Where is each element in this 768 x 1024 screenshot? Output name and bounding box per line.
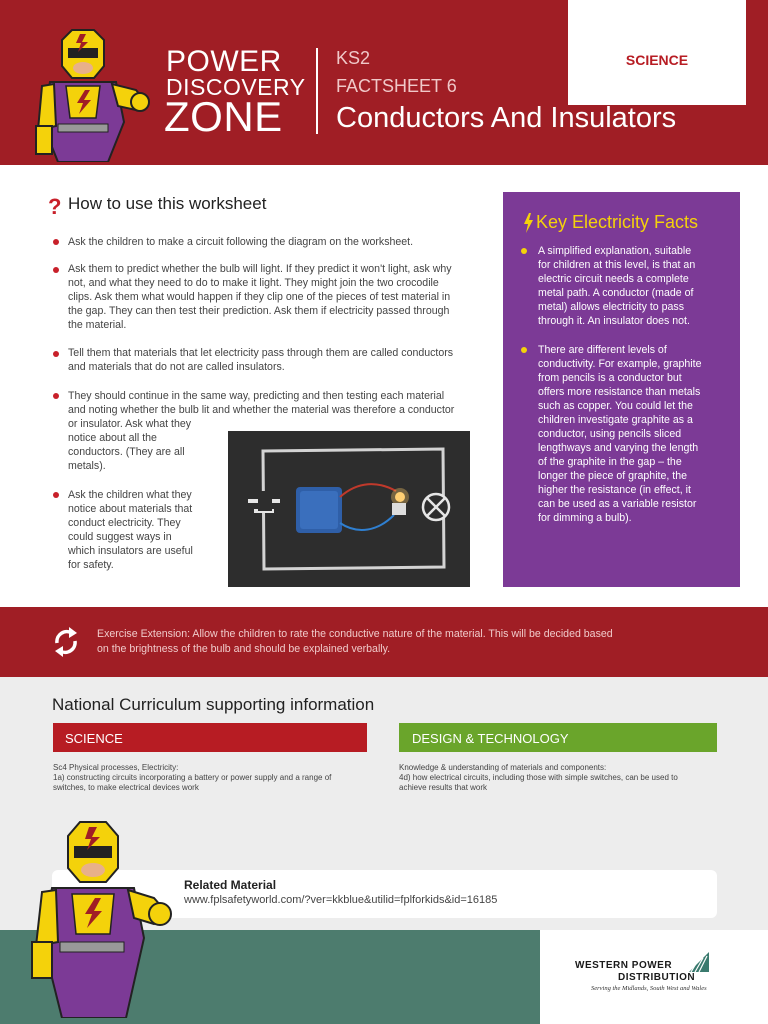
key-fact-line: conductivity. For example, graphite [538, 358, 702, 370]
howto-bullet [68, 488, 193, 572]
exercise-extension-text [97, 627, 657, 657]
bullet-dot [53, 393, 59, 399]
key-fact-line: such as copper. You could let the [538, 400, 693, 412]
bullet-line: Ask them to predict whether the bulb will light. If they predict it won't light, ask why [68, 263, 452, 275]
bullet-line: and materials that do not are called insulators. [68, 361, 285, 373]
key-fact-line: lengthways and varying the length [538, 442, 699, 454]
bullet-line: notice about all the [68, 432, 157, 444]
lightning-bolt-icon [522, 213, 534, 233]
curriculum-line: Knowledge & understanding of materials and components: [399, 763, 607, 772]
key-fact-line: There are different levels of [538, 344, 667, 356]
curriculum-line: achieve results that work [399, 783, 488, 792]
bullet-dot [53, 239, 59, 245]
key-fact-line: children investigate graphite as a [538, 414, 693, 426]
bullet-line: They should continue in the same way, predicting and then testing each material [68, 390, 445, 402]
key-stage: KS2 [336, 48, 371, 68]
bullet-dot [521, 248, 527, 254]
bullet-line: which insulators are useful [68, 545, 193, 557]
wpd-logo-icon [687, 950, 711, 974]
bullet-line: Ask the children to make a circuit following the diagram on the worksheet. [68, 236, 414, 248]
brand-discovery: DISCOVERY [166, 74, 306, 100]
key-fact-line: metal) allows electricity to pass [538, 301, 685, 313]
bullet-dot [53, 351, 59, 357]
superhero-mascot-icon [28, 26, 154, 162]
bullet-line: notice about materials that [68, 503, 193, 515]
bullet-line: or insulator. Ask what they [68, 418, 192, 430]
bullet-line: and noting whether the bulb lit and whether the material was therefore a conductor [68, 404, 455, 416]
superhero-mascot-footer-icon [26, 818, 176, 1018]
bullet-line: clips. Ask them what would happen if they clip one of the pieces of test material in [68, 291, 451, 303]
bullet-dot [53, 267, 59, 273]
dt-curriculum-text [399, 763, 678, 793]
page-title: Conductors And Insulators [336, 102, 677, 134]
brand-zone: ZONE [164, 93, 283, 140]
related-title: Related Material [184, 878, 277, 892]
key-fact-line: electric circuit needs a complete [538, 273, 689, 285]
curriculum-line: switches, to make electrical devices work [53, 783, 199, 792]
key-fact-line: from pencils is a conductor but [538, 372, 682, 384]
key-fact-line: for dimming a bulb). [538, 512, 632, 524]
key-fact-line: conductor, using pencils sliced [538, 428, 682, 440]
bullet-line: Ask the children what they [68, 489, 192, 501]
key-facts-title: Key Electricity Facts [536, 212, 699, 232]
howto-bullet [68, 346, 453, 374]
key-fact-line: of the graphite in the gap – the [538, 456, 682, 468]
refresh-arrows-icon [51, 625, 81, 659]
factsheet-number: FACTSHEET 6 [336, 76, 457, 96]
key-fact-line: offers more resistance than metals [538, 386, 701, 398]
curriculum-title: National Curriculum supporting information [52, 695, 375, 714]
bullet-line: conduct electricity. They [68, 517, 181, 529]
science-label: SCIENCE [65, 731, 123, 746]
key-fact-line: A simplified explanation, suitable [538, 245, 692, 257]
header-divider [316, 48, 318, 134]
key-fact-line: through it. An insulator does not. [538, 315, 690, 327]
science-curriculum-text [53, 763, 331, 793]
bullet-line: for safety. [68, 559, 114, 571]
key-fact-line: longer the piece of graphite, the [538, 470, 688, 482]
subject-tab-label: SCIENCE [625, 52, 689, 68]
howto-bullet [68, 235, 413, 249]
wpd-tagline: Serving the Midlands, South West and Wales [591, 985, 707, 992]
wpd-logo-line1: WESTERN POWER [575, 960, 673, 971]
curriculum-line: 1a) constructing circuits incorporating a battery or power supply and a range of [53, 773, 332, 782]
curriculum-line: Sc4 Physical processes, Electricity: [53, 763, 179, 772]
circuit-photo [228, 431, 470, 587]
key-fact-line: can be used as a variable resistor [538, 498, 697, 510]
key-fact-line: for children at this level, is that an [538, 259, 696, 271]
key-fact-line: higher the resistance (in effect, it [538, 484, 691, 496]
bullet-line: conductors. (They are all [68, 446, 185, 458]
bullet-dot [53, 492, 59, 498]
design-technology-label: DESIGN & TECHNOLOGY [412, 731, 569, 746]
bullet-line: not, and what they need to do to make it light. They might join the two crocodile [68, 277, 439, 289]
key-fact-line: metal path. A conductor (made of [538, 287, 694, 299]
question-mark-icon: ? [48, 194, 62, 219]
chalkboard-circuit-image [228, 431, 470, 587]
curriculum-line: 4d) how electrical circuits, including those with simple switches, can be used to [399, 773, 678, 782]
bullet-line: the material. [68, 319, 127, 331]
key-fact-item [538, 343, 702, 525]
bullet-line: Tell them that materials that let electricity pass through them are called conductors [68, 347, 454, 359]
key-fact-item [538, 244, 695, 328]
howto-bullet [68, 262, 452, 332]
bullet-dot [521, 347, 527, 353]
extension-line: on the brightness of the bulb and should be explained verbally. [97, 643, 391, 655]
extension-line: Exercise Extension: Allow the children to rate the conductive nature of the material. This will be decided based [97, 628, 613, 640]
bullet-line: could suggest ways in [68, 531, 172, 543]
brand-power: POWER [166, 45, 282, 78]
bullet-line: the gap. They can then test their prediction. Ask them if electricity passed through [68, 305, 450, 317]
bullet-line: metals). [68, 460, 106, 472]
howto-title: How to use this worksheet [68, 194, 267, 213]
related-link[interactable]: www.fplsafetyworld.com/?ver=kkblue&utilid=fplforkids&id=16185 [184, 894, 498, 906]
wpd-logo-line2: DISTRIBUTION [618, 972, 696, 983]
subject-tab [568, 0, 746, 105]
